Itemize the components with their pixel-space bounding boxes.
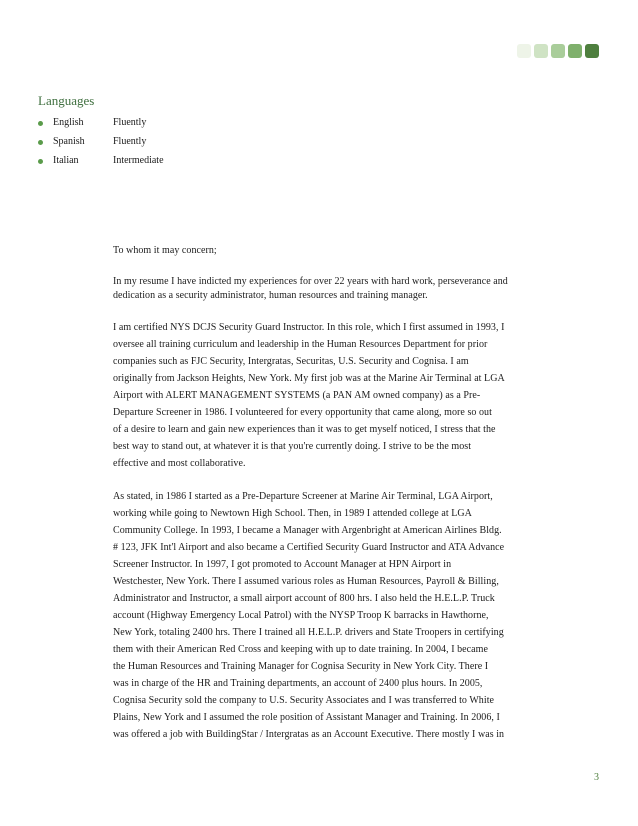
text-line: # 123, JFK Int'l Airport and also became a Certified Security Guard Instructor and ATA Advance	[113, 542, 505, 553]
text-line: effective and most collaborative.	[113, 458, 246, 469]
text-line: account (Highway Emergency Local Patrol) with the NYSP Troop K barracks in Hawthorne,	[113, 610, 489, 621]
text-line: companies such as FJC Security, Intergratas, Securitas, U.S. Security and Cognisa. I am	[113, 356, 469, 367]
letter-paragraph	[113, 319, 561, 472]
text-line: them with their American Red Cross and keeping with up to date training. In 2004, I became	[113, 644, 488, 655]
language-level: Fluently	[113, 136, 147, 147]
cover-letter	[113, 242, 561, 759]
letter-paragraph	[113, 275, 561, 303]
text-line: working while going to Newtown High School. Then, in 1989 I attended college at LGA	[113, 508, 472, 519]
text-line: was offered a job with BuildingStar / Intergratas as an Account Executive. There mostly I was in	[113, 729, 505, 740]
letter-greeting: To whom it may concern;	[113, 245, 217, 256]
text-line: Plains, New York and I assumed the role position of Assistant Manager and Training. In 2006, I	[113, 712, 500, 723]
language-name: Italian	[53, 155, 79, 166]
text-line: Screener Instructor. In 1997, I got promoted to Account Manager at HPN Airport in	[113, 559, 452, 570]
text-line: Departure Screener in 1986. I volunteered for every opportunity that came along, more so out	[113, 407, 492, 418]
text-line: of a desire to learn and gain new experiences than it was to get myself noticed, I stress that the	[113, 424, 496, 435]
letter-paragraph	[113, 488, 561, 743]
text-line: Airport with ALERT MANAGEMENT SYSTEMS (a PAN AM owned company) as a Pre-	[113, 390, 481, 401]
text-line: was in charge of the HR and Training departments, an account of 2400 plus hours. In 2005,	[113, 678, 483, 689]
languages-heading: Languages	[38, 93, 95, 108]
bullet-icon	[38, 121, 43, 126]
decor-square	[568, 44, 582, 58]
text-line: the Human Resources and Training Manager for Cognisa Security in New York City. There I	[113, 661, 489, 672]
header-decoration	[517, 44, 599, 58]
page-number: 3	[594, 772, 599, 783]
language-level: Intermediate	[113, 155, 164, 166]
language-level: Fluently	[113, 117, 147, 128]
text-line: originally from Jackson Heights, New York. My first job was at the Marine Air Terminal at LGA	[113, 373, 505, 384]
text-line: Administrator and Instructor, a small airport account of 800 hrs. I also held the H.E.L.P. Truck	[113, 593, 495, 604]
decor-square	[534, 44, 548, 58]
decor-square	[517, 44, 531, 58]
text-line: I am certified NYS DCJS Security Guard Instructor. In this role, which I first assumed in 1993, I	[113, 322, 505, 333]
text-line: In my resume I have indicted my experiences for over 22 years with hard work, perseverance and	[113, 276, 508, 287]
text-line: Cognisa Security sold the company to U.S. Security Associates and I was transferred to White	[113, 695, 495, 706]
text-line: best way to stand out, at whatever it is that you're currently doing. I strive to be the most	[113, 441, 472, 452]
text-line: oversee all training curriculum and leadership in the Human Resources Department for prior	[113, 339, 488, 350]
text-line: As stated, in 1986 I started as a Pre-Departure Screener at Marine Air Terminal, LGA Airport,	[113, 491, 493, 502]
language-name: Spanish	[53, 136, 85, 147]
bullet-icon	[38, 140, 43, 145]
decor-square	[551, 44, 565, 58]
text-line: New York, totaling 2400 hrs. There I trained all H.E.L.P. drivers and State Troopers in certifying	[113, 627, 504, 638]
bullet-icon	[38, 159, 43, 164]
text-line: Community College. In 1993, I became a Manager with Argenbright at American Airlines Bldg.	[113, 525, 502, 536]
text-line: dedication as a security administrator, human resources and training manager.	[113, 290, 428, 301]
text-line: Westchester, New York. There I assumed various roles as Human Resources, Payroll & Billing,	[113, 576, 499, 587]
decor-square	[585, 44, 599, 58]
language-name: English	[53, 117, 84, 128]
